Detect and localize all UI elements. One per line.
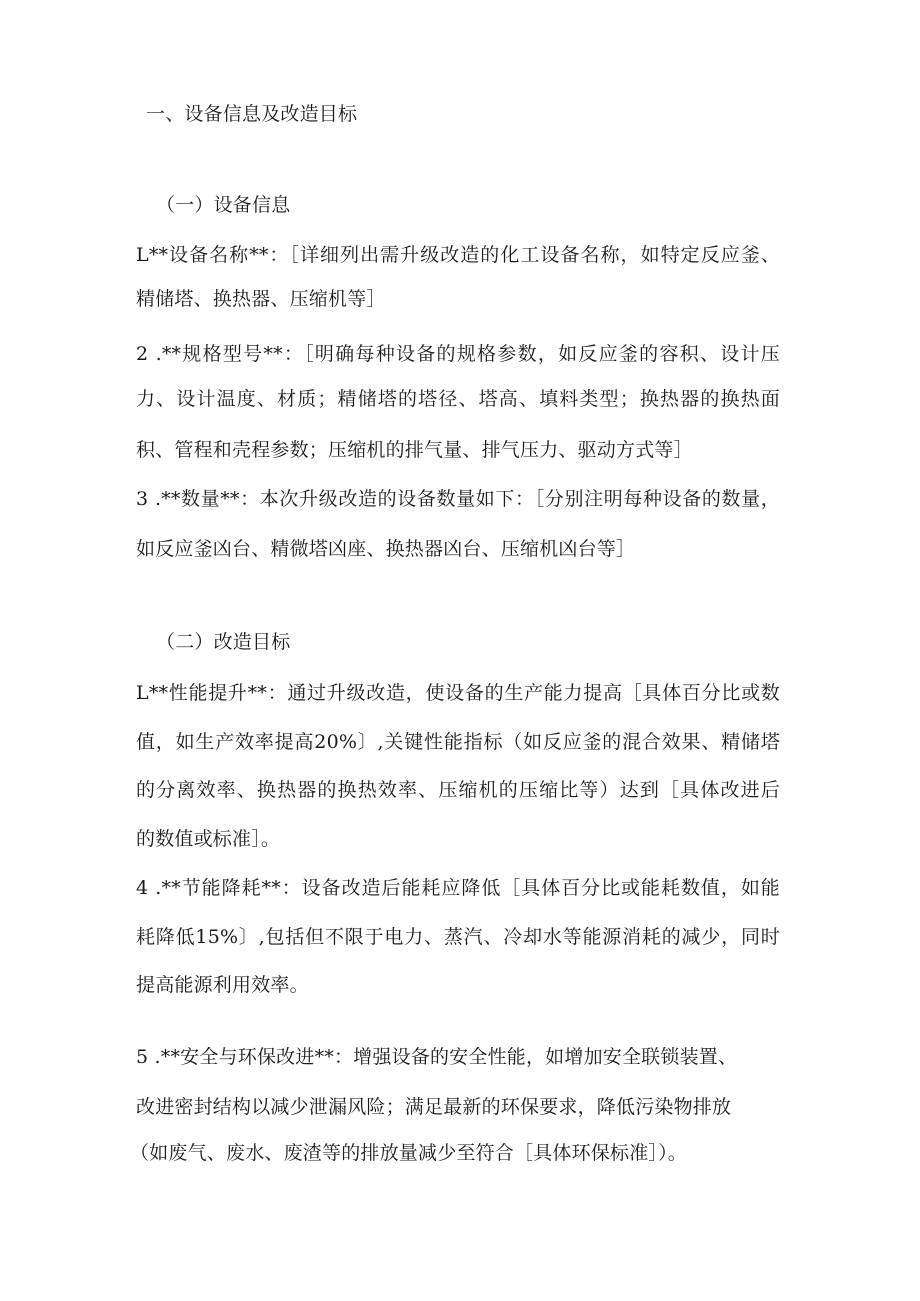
paragraph-line: （如废气、废水、废渣等的排放量减少至符合［具体环保标准］）。 [130, 1142, 688, 1164]
paragraph-line: 的数值或标准］。 [136, 828, 281, 850]
paragraph-line: 提高能源利用效率。 [136, 974, 309, 996]
paragraph-line: 的分离效率、换热器的换热效率、压缩机的压缩比等）达到［具体改进后 [136, 779, 780, 801]
paragraph-line: 5 .**安全与环保改进**：增强设备的安全性能，如增加安全联锁装置、 [136, 1046, 738, 1068]
paragraph-line: 3 .**数量**：本次升级改造的设备数量如下：［分别注明每种设备的数量， [136, 488, 780, 510]
paragraph-line: 2 .**规格型号**：［明确每种设备的规格参数，如反应釜的容积、设计压 [136, 343, 780, 365]
paragraph-line: 值，如生产效率提高20%〕,关键性能指标（如反应釜的混合效果、精储塔 [136, 731, 780, 753]
paragraph-line: 积、管程和壳程参数；压缩机的排气量、排气压力、驱动方式等］ [136, 439, 693, 461]
paragraph-line: L**设备名称**：［详细列出需升级改造的化工设备名称，如特定反应釜、 [136, 244, 780, 266]
paragraph-line: 4 .**节能降耗**：设备改造后能耗应降低［具体百分比或能耗数值，如能 [136, 877, 780, 899]
paragraph-line: 改进密封结构以减少泄漏风险；满足最新的环保要求，降低污染物排放 [136, 1096, 732, 1118]
paragraph-line: 精储塔、换热器、压缩机等］ [136, 288, 386, 310]
section-title-goals: （二）改造目标 [156, 631, 291, 653]
paragraph-line: 耗降低15%〕,包括但不限于电力、蒸汽、冷却水等能源消耗的减少，同时 [136, 926, 780, 948]
paragraph-line: 力、设计温度、材质；精储塔的塔径、塔高、填料类型；换热器的换热面 [136, 388, 780, 410]
paragraph-line: 如反应釜凶台、精微塔凶座、换热器凶台、压缩机凶台等］ [136, 538, 636, 560]
paragraph-line: L**性能提升**：通过升级改造，使设备的生产能力提高［具体百分比或数 [136, 682, 780, 704]
main-heading: 一、设备信息及改造目标 [146, 103, 358, 125]
section-title-equipment-info: （一）设备信息 [156, 194, 291, 216]
